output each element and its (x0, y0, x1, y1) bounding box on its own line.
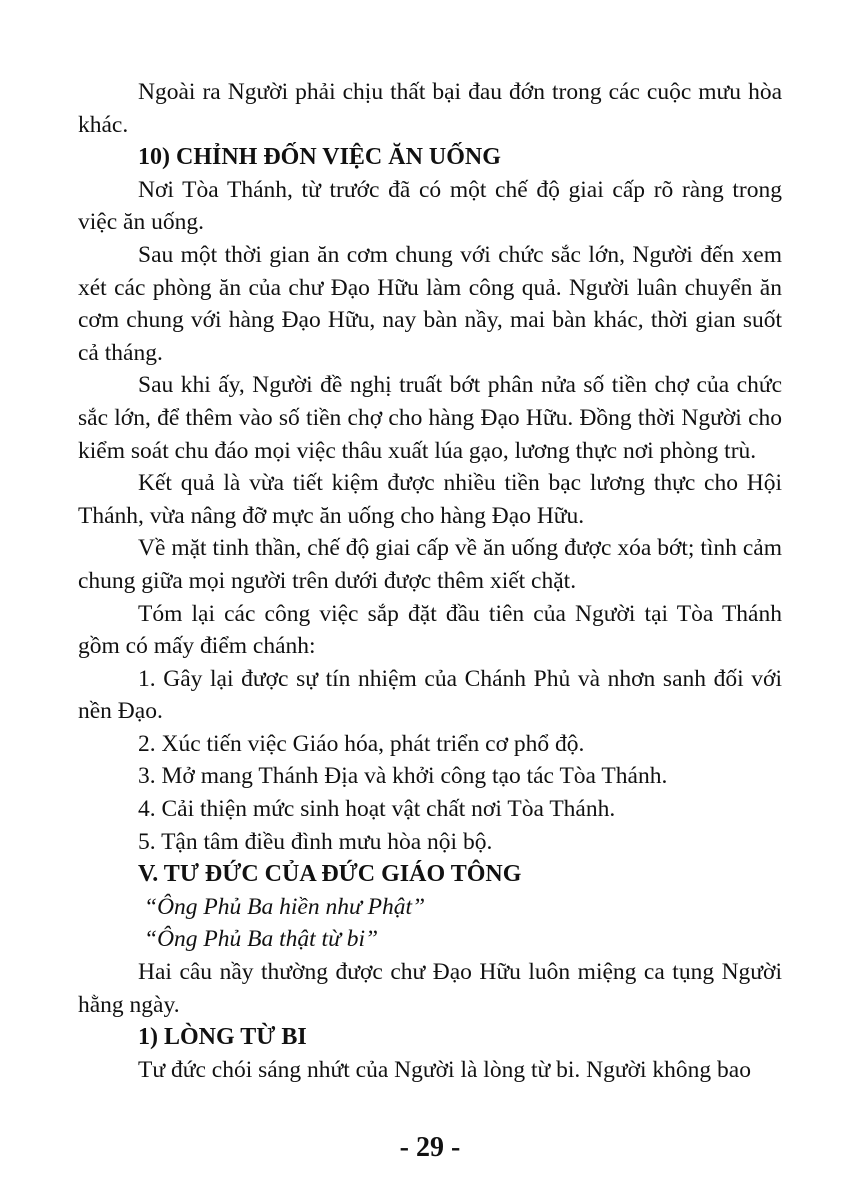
quote: “Ông Phủ Ba thật từ bi” (144, 926, 379, 953)
list-item: 3. Mở mang Thánh Địa và khởi công tạo tác Tòa Thánh. (138, 763, 668, 790)
list-item: 4. Cải thiện mức sinh hoạt vật chất nơi Tòa Thánh. (138, 796, 616, 823)
paragraph: Kết quả là vừa tiết kiệm được nhiều tiền bạc lương thực cho Hội Thánh, vừa nâng đỡ mực ăn uống cho hàng Đạo Hữu. (78, 470, 782, 529)
paragraph: Ngoài ra Người phải chịu thất bại đau đớn trong các cuộc mưu hòa khác. (78, 79, 782, 138)
paragraph: Tư đức chói sáng nhứt của Người là lòng từ bi. Người không bao (138, 1056, 751, 1083)
paragraph: Tóm lại các công việc sắp đặt đầu tiên của Người tại Tòa Thánh gồm có mấy điểm chánh: (78, 600, 782, 660)
section-heading: 1) LÒNG TỪ BI (138, 1024, 307, 1051)
page-body (78, 76, 782, 1086)
list-item: 2. Xúc tiến việc Giáo hóa, phát triển cơ phổ độ. (138, 730, 585, 757)
paragraph: Hai câu nầy thường được chư Đạo Hữu luôn miệng ca tụng Người hằng ngày. (78, 959, 782, 1018)
chapter-heading: V. TƯ ĐỨC CỦA ĐỨC GIÁO TÔNG (138, 861, 522, 888)
list-item: 1. Gây lại được sự tín nhiệm của Chánh Phủ và nhơn sanh đối với nền Đạo. (78, 665, 782, 725)
paragraph: Nơi Tòa Thánh, từ trước đã có một chế độ giai cấp rõ ràng trong việc ăn uống. (78, 176, 782, 236)
paragraph: Sau khi ấy, Người đề nghị truất bớt phân nửa số tiền chợ của chức sắc lớn, để thêm vào số tiền chợ cho hàng Đạo Hữu. Đồng thời Người cho kiểm soát chu đáo mọi việc thâu xuất lúa gạo, lương thực nơi phòng trù. (78, 372, 782, 464)
page-number: - 29 - (399, 1132, 461, 1163)
section-heading: 10) CHỈNH ĐỐN VIỆC ĂN UỐNG (138, 144, 501, 171)
paragraph: Sau một thời gian ăn cơm chung với chức sắc lớn, Người đến xem xét các phòng ăn của chư Đạo Hữu làm công quả. Người luân chuyển ăn cơm chung với hàng Đạo Hữu, nay bàn nầy, mai bàn khác, thời gian suốt cả tháng. (78, 241, 782, 366)
paragraph: Về mặt tinh thần, chế độ giai cấp về ăn uống được xóa bớt; tình cảm chung giữa mọi người trên dưới được thêm xiết chặt. (78, 535, 782, 594)
list-item: 5. Tận tâm điều đình mưu hòa nội bộ. (138, 828, 493, 855)
quote: “Ông Phủ Ba hiền như Phật” (144, 893, 426, 920)
